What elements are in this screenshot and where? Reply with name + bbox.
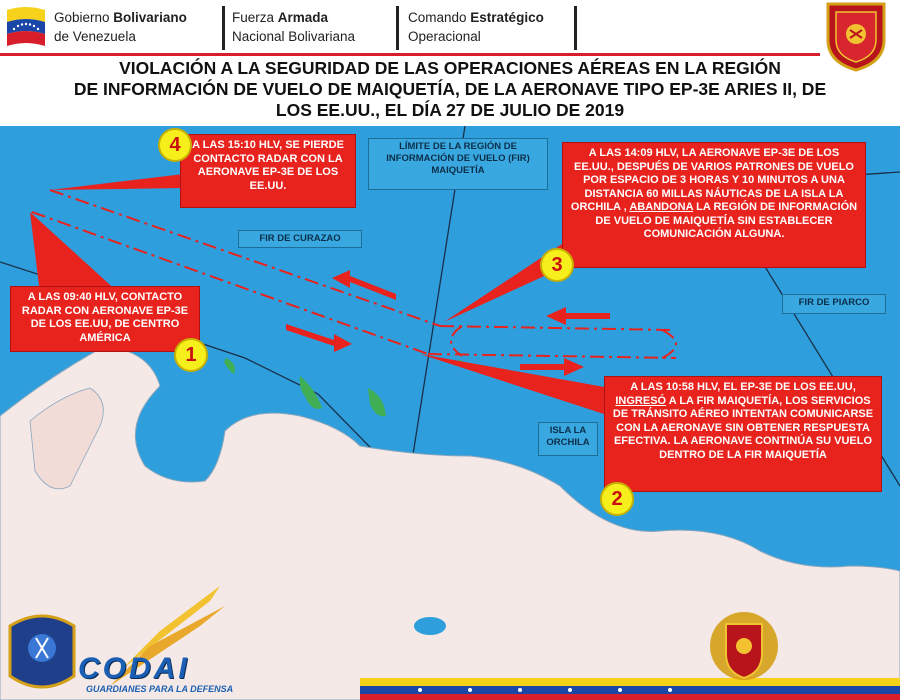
- map-panel: [0, 126, 900, 700]
- flag-stripe-blue: [360, 686, 900, 694]
- callout-text: A LAS 10:58 HLV, EL EP-3E DE LOS EE.UU,: [630, 381, 856, 393]
- orchila-label: ISLA LA ORCHILA: [538, 422, 598, 456]
- venezuela-flag-icon: [5, 4, 47, 48]
- header-text-bold: Estratégico: [470, 10, 544, 25]
- callout-event-3: [562, 142, 866, 268]
- callout-event-1: A LAS 09:40 HLV, CONTACTO RADAR CON AERONAVE EP-3E DE LOS EE.UU, DE CENTRO AMÉRICA: [10, 286, 200, 352]
- coat-of-arms-icon: [710, 612, 778, 680]
- step-badge-2: 2: [600, 482, 634, 516]
- header-text: Gobierno: [54, 10, 114, 25]
- flag-stripe-red: [360, 694, 900, 700]
- header-comando: [408, 8, 544, 46]
- callout-event-4: A LAS 15:10 HLV, SE PIERDE CONTACTO RADAR CON LA AERONAVE EP-3E DE LOS EE.UU.: [180, 134, 356, 208]
- step-badge-3: 3: [540, 248, 574, 282]
- header-divider: [396, 6, 399, 50]
- callout-text-underlined: INGRESÓ: [615, 394, 667, 407]
- codai-logo-text: CODAI: [78, 652, 190, 685]
- header-text-bold: Bolivariano: [113, 10, 187, 25]
- callout-text: A LAS 14:09 HLV, LA AERONAVE EP-3E DE LOS EE.UU., DESPUÉS DE VARIOS PATRONES DE VUELO POR ESPACIO DE 3 HORAS Y 10 MINUTOS A UNA DISTANCIA 60 MILLAS NÁUTICAS DE LA ISLA LA ORCHILA ,: [570, 147, 854, 213]
- page-title: [0, 58, 900, 121]
- header-gobierno: [54, 8, 187, 46]
- codai-tagline: GUARDIANES PARA LA DEFENSA: [86, 684, 234, 694]
- fir-curazao-label: FIR DE CURAZAO: [238, 230, 362, 248]
- header-text: Nacional Bolivariana: [232, 29, 356, 44]
- header-divider: [574, 6, 577, 50]
- title-line-3: LOS EE.UU., EL DÍA 27 DE JULIO DE 2019: [275, 100, 625, 120]
- lake: [414, 617, 446, 635]
- step-badge-1: 1: [174, 338, 208, 372]
- header-text: de Venezuela: [54, 29, 136, 44]
- step-badge-4: 4: [158, 128, 192, 162]
- header-text: Operacional: [408, 29, 481, 44]
- callout-text: LA REGIÓN DE INFORMACIÓN DE VUELO DE MAIQUETÍA SIN ESTABLECER COMUNICACIÓN ALGUNA.: [595, 201, 858, 240]
- callout-event-2: [604, 376, 882, 492]
- flag-stripe-yellow: [360, 678, 900, 686]
- header-red-rule: [0, 53, 820, 56]
- fir-limit-label: LÍMITE DE LA REGIÓN DE INFORMACIÓN DE VUELO (FIR) MAIQUETÍA: [368, 138, 548, 190]
- fir-piarco-label: FIR DE PIARCO: [782, 294, 886, 314]
- header-text: Comando: [408, 10, 471, 25]
- title-line-2: DE INFORMACIÓN DE VUELO DE MAIQUETÍA, DE LA AERONAVE TIPO EP-3E ARIES II, DE: [73, 79, 827, 99]
- header-fuerza-armada: [232, 8, 355, 46]
- title-line-1: VIOLACIÓN A LA SEGURIDAD DE LAS OPERACIONES AÉREAS EN LA REGIÓN: [119, 58, 781, 78]
- header-divider: [222, 6, 225, 50]
- header-bar: [0, 0, 900, 56]
- header-text: Fuerza: [232, 10, 278, 25]
- header-text-bold: Armada: [277, 10, 329, 25]
- callout-text: A LA FIR MAIQUETÍA, LOS SERVICIOS DE TRÁNSITO AÉREO INTENTAN COMUNICARSE CON LA AERONAVE SIN OBTENER RESPUESTA EFECTIVA. LA AERONAVE CONTINÚA SU VUELO DENTRO DE LA FIR MAIQUETÍA: [612, 394, 874, 461]
- callout-text-underlined: ABANDONA: [629, 201, 694, 213]
